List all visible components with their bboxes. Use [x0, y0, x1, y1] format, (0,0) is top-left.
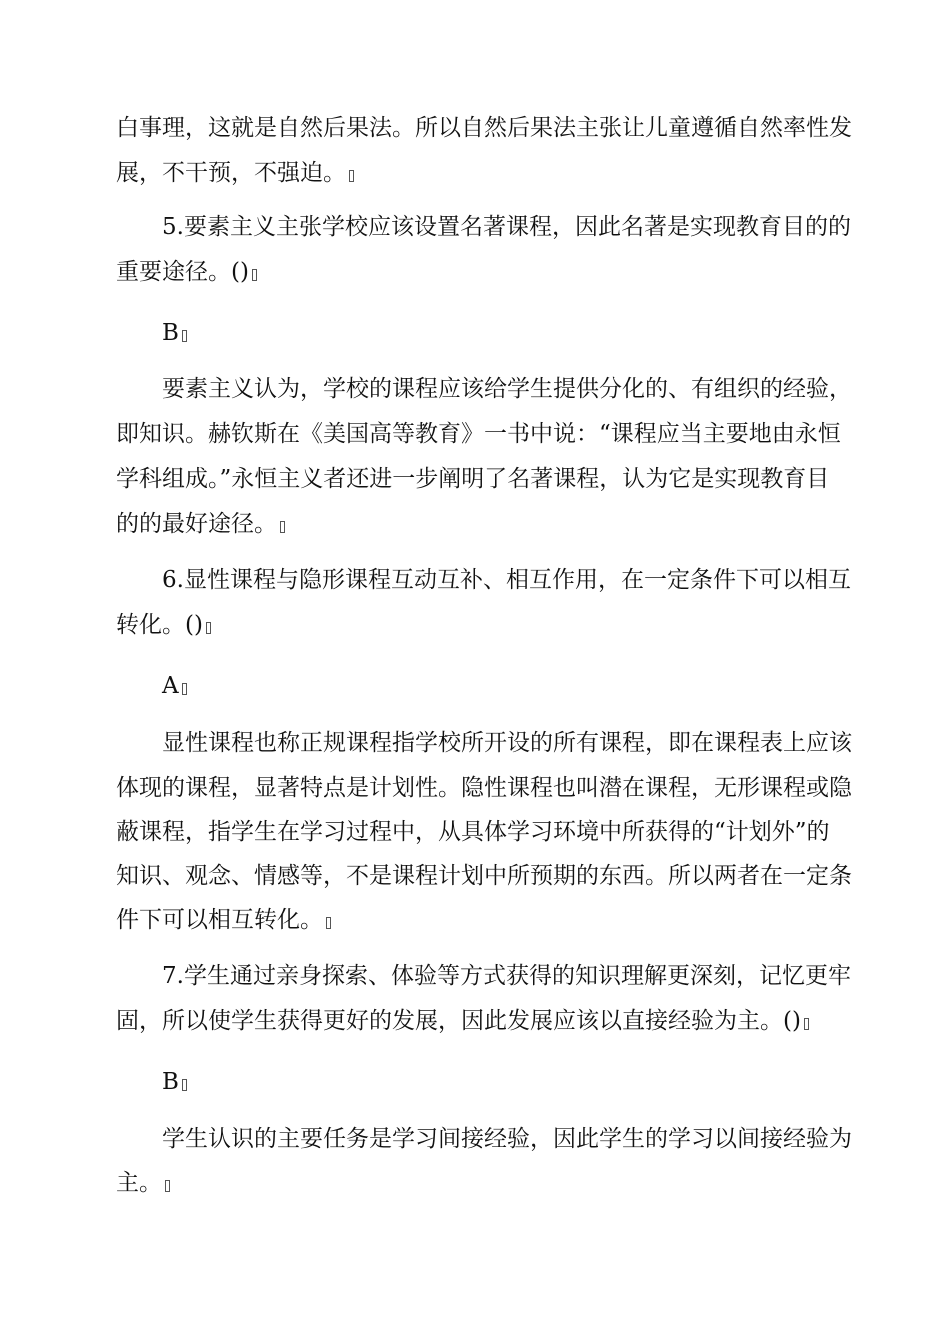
paragraph-end-mark — [206, 622, 211, 634]
paragraph-4-explanation-line-2: 展，不干预，不强迫。 — [116, 158, 354, 188]
paragraph-end-mark — [182, 330, 187, 342]
question-6-answer: A — [162, 671, 187, 701]
question-6-line-2: 转化。() — [116, 610, 211, 640]
paragraph-end-mark — [165, 1180, 170, 1192]
question-6-explanation-line-1: 显性课程也称正规课程指学校所开设的所有课程，即在课程表上应该 — [162, 730, 852, 756]
paragraph-end-mark — [326, 917, 331, 929]
question-6-line-1: 6.显性课程与隐形课程互动互补、相互作用，在一定条件下可以相互 — [162, 567, 851, 593]
paragraph-end-mark — [252, 269, 257, 281]
paragraph-end-mark — [182, 683, 187, 695]
paragraph-end-mark — [804, 1018, 809, 1030]
question-6-explanation-line-4: 知识、观念、情感等，不是课程计划中所预期的东西。所以两者在一定条 — [116, 863, 852, 889]
question-5-line-1: 5.要素主义主张学校应该设置名著课程，因此名著是实现教育目的的 — [162, 214, 851, 240]
paragraph-4-explanation-line-1: 白事理，这就是自然后果法。所以自然后果法主张让儿童遵循自然率性发 — [116, 115, 852, 141]
question-6-explanation-line-2: 体现的课程，显著特点是计划性。隐性课程也叫潜在课程，无形课程或隐 — [116, 775, 852, 801]
paragraph-end-mark — [349, 170, 354, 182]
question-7-line-1: 7.学生通过亲身探索、体验等方式获得的知识理解更深刻，记忆更牢 — [162, 963, 851, 989]
question-5-explanation-line-2: 即知识。赫钦斯在《美国高等教育》一书中说：“课程应当主要地由永恒 — [116, 421, 841, 447]
question-7-explanation-line-2: 主。 — [116, 1168, 170, 1198]
question-5-explanation-line-1: 要素主义认为，学校的课程应该给学生提供分化的、有组织的经验， — [162, 376, 852, 402]
question-7-explanation-line-1: 学生认识的主要任务是学习间接经验，因此学生的学习以间接经验为 — [162, 1126, 852, 1152]
question-6-explanation-line-3: 蔽课程，指学生在学习过程中，从具体学习环境中所获得的“计划外”的 — [116, 819, 830, 845]
question-5-explanation-line-4: 的的最好途径。 — [116, 509, 285, 539]
question-7-line-2: 固，所以使学生获得更好的发展，因此发展应该以直接经验为主。() — [116, 1006, 809, 1036]
paragraph-end-mark — [280, 521, 285, 533]
paragraph-end-mark — [182, 1079, 187, 1091]
question-5-answer: B — [162, 318, 187, 348]
question-5-line-2: 重要途径。() — [116, 257, 257, 287]
question-7-answer: B — [162, 1067, 187, 1097]
question-5-explanation-line-3: 学科组成。”永恒主义者还进一步阐明了名著课程，认为它是实现教育目 — [116, 466, 830, 492]
question-6-explanation-line-5: 件下可以相互转化。 — [116, 905, 331, 935]
